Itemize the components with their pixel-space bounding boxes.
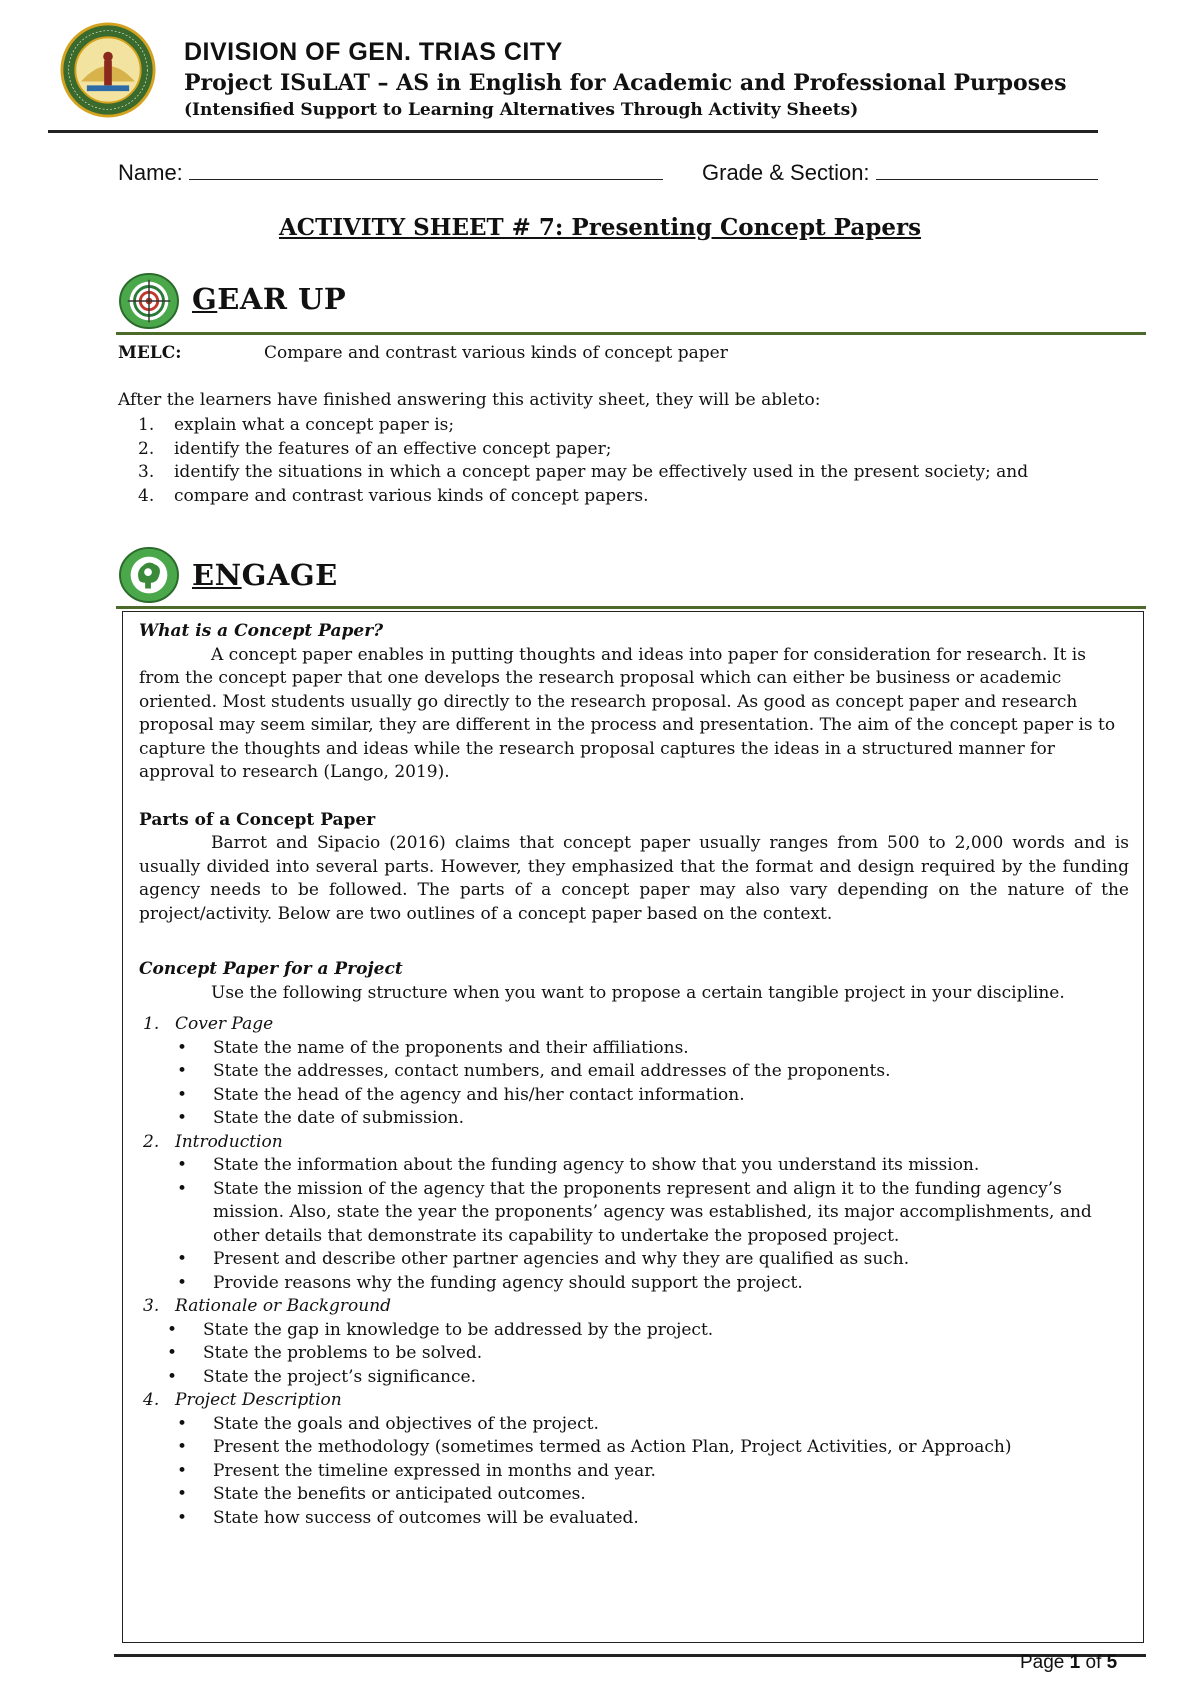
melc-text: Compare and contrast various kinds of concept paper bbox=[264, 343, 728, 363]
gear-up-heading: GEAR UP bbox=[192, 282, 347, 316]
header-divider bbox=[48, 130, 1098, 133]
section-cover-page: 1. Cover Page bbox=[143, 1014, 274, 1034]
engage-content-box bbox=[122, 611, 1144, 1643]
gear-up-divider bbox=[116, 332, 1146, 335]
target-icon bbox=[118, 272, 180, 330]
brain-icon bbox=[118, 546, 180, 604]
section-introduction: 2. Introduction bbox=[143, 1131, 283, 1152]
section-rationale: 3. Rationale or Background bbox=[143, 1296, 392, 1316]
section-project-description: 4. Project Description bbox=[143, 1390, 342, 1410]
list-item: • State the project’s significance. bbox=[167, 1366, 476, 1387]
melc-label: MELC: bbox=[118, 343, 182, 363]
list-item: • State the goals and objectives of the project. bbox=[177, 1413, 599, 1434]
division-seal-logo bbox=[60, 22, 156, 118]
division-name: DIVISION OF GEN. TRIAS CITY bbox=[184, 38, 563, 66]
parts-body: Barrot and Sipacio (2016) claims that concept paper usually ranges from 500 to 2,000 words and is usually divided into several parts. However, they emphasized that the format and design required by the funding agency needs to be followed. The parts of a concept paper may also vary depending on the nature of the project/activity. Below are two outlines of a concept paper based on the context. bbox=[139, 833, 1129, 924]
list-item: • State the information about the funding agency to show that you understand its mission. bbox=[177, 1155, 980, 1175]
activity-title: ACTIVITY SHEET # 7: Presenting Concept Papers bbox=[278, 214, 922, 241]
name-field bbox=[118, 160, 663, 186]
footer-divider bbox=[114, 1654, 1146, 1657]
list-item: 1. explain what a concept paper is; bbox=[138, 415, 455, 435]
grade-section-field bbox=[702, 160, 1098, 186]
list-item: • Present the timeline expressed in months and year. bbox=[177, 1460, 656, 1481]
engage-divider bbox=[116, 606, 1146, 609]
list-item: • Provide reasons why the funding agency should support the project. bbox=[177, 1272, 803, 1293]
parts-heading: Parts of a Concept Paper bbox=[139, 809, 376, 830]
name-label: Name: bbox=[118, 160, 183, 185]
list-item: • State the addresses, contact numbers, and email addresses of the proponents. bbox=[177, 1061, 891, 1081]
grade-section-blank[interactable] bbox=[876, 161, 1098, 180]
project-subtitle: (Intensified Support to Learning Alternatives Through Activity Sheets) bbox=[184, 100, 859, 120]
list-item: 4. compare and contrast various kinds of concept papers. bbox=[138, 485, 649, 506]
page-number: Page 1 of 5 bbox=[1020, 1652, 1118, 1673]
objectives-intro: After the learners have finished answering this activity sheet, they will be ableto: bbox=[118, 390, 821, 410]
list-item: • Present and describe other partner agencies and why they are qualified as such. bbox=[177, 1249, 910, 1269]
list-item: • State the mission of the agency that the proponents represent and align it to the funding agency’s mission. Also, state the year the proponents’ agency was established, its major accomplishments, and other details that demonstrate its capability to undertake the proposed project. bbox=[177, 1178, 1092, 1246]
project-title: Project ISuLAT – AS in English for Academic and Professional Purposes bbox=[184, 70, 1067, 96]
engage-heading: ENGAGE bbox=[192, 558, 338, 592]
list-item: • State the name of the proponents and their affiliations. bbox=[177, 1037, 689, 1058]
objectives-list bbox=[138, 414, 1174, 508]
list-item: • State the benefits or anticipated outcomes. bbox=[177, 1484, 586, 1504]
what-body: A concept paper enables in putting thoughts and ideas into paper for consideration for research. It is from the concept paper that one develops the research proposal which can either be business or academic oriented. Most students usually go directly to the research proposal. As good as concept paper and research proposal may seem similar, they are different in the process and presentation. The aim of the concept paper is to capture the thoughts and ideas while the research proposal captures the ideas in a structured manner for approval to research (Lango, 2019). bbox=[139, 644, 1116, 782]
list-item: • State the gap in knowledge to be addressed by the project. bbox=[167, 1319, 714, 1340]
list-item: • Present the methodology (sometimes termed as Action Plan, Project Activities, or Approach) bbox=[177, 1437, 1012, 1457]
list-item: • State the head of the agency and his/her contact information. bbox=[177, 1084, 745, 1105]
list-item: 2. identify the features of an effective concept paper; bbox=[138, 438, 612, 459]
grade-section-label: Grade & Section: bbox=[702, 160, 870, 185]
project-heading: Concept Paper for a Project bbox=[139, 959, 403, 979]
what-heading: What is a Concept Paper? bbox=[139, 621, 384, 641]
name-blank[interactable] bbox=[189, 161, 663, 180]
list-item: • State how success of outcomes will be evaluated. bbox=[177, 1507, 639, 1528]
list-item: 3. identify the situations in which a concept paper may be effectively used in the present society; and bbox=[138, 462, 1029, 482]
list-item: • State the date of submission. bbox=[177, 1108, 464, 1128]
list-item: • State the problems to be solved. bbox=[167, 1343, 483, 1363]
project-body: Use the following structure when you want to propose a certain tangible project in your discipline. bbox=[211, 982, 1065, 1003]
